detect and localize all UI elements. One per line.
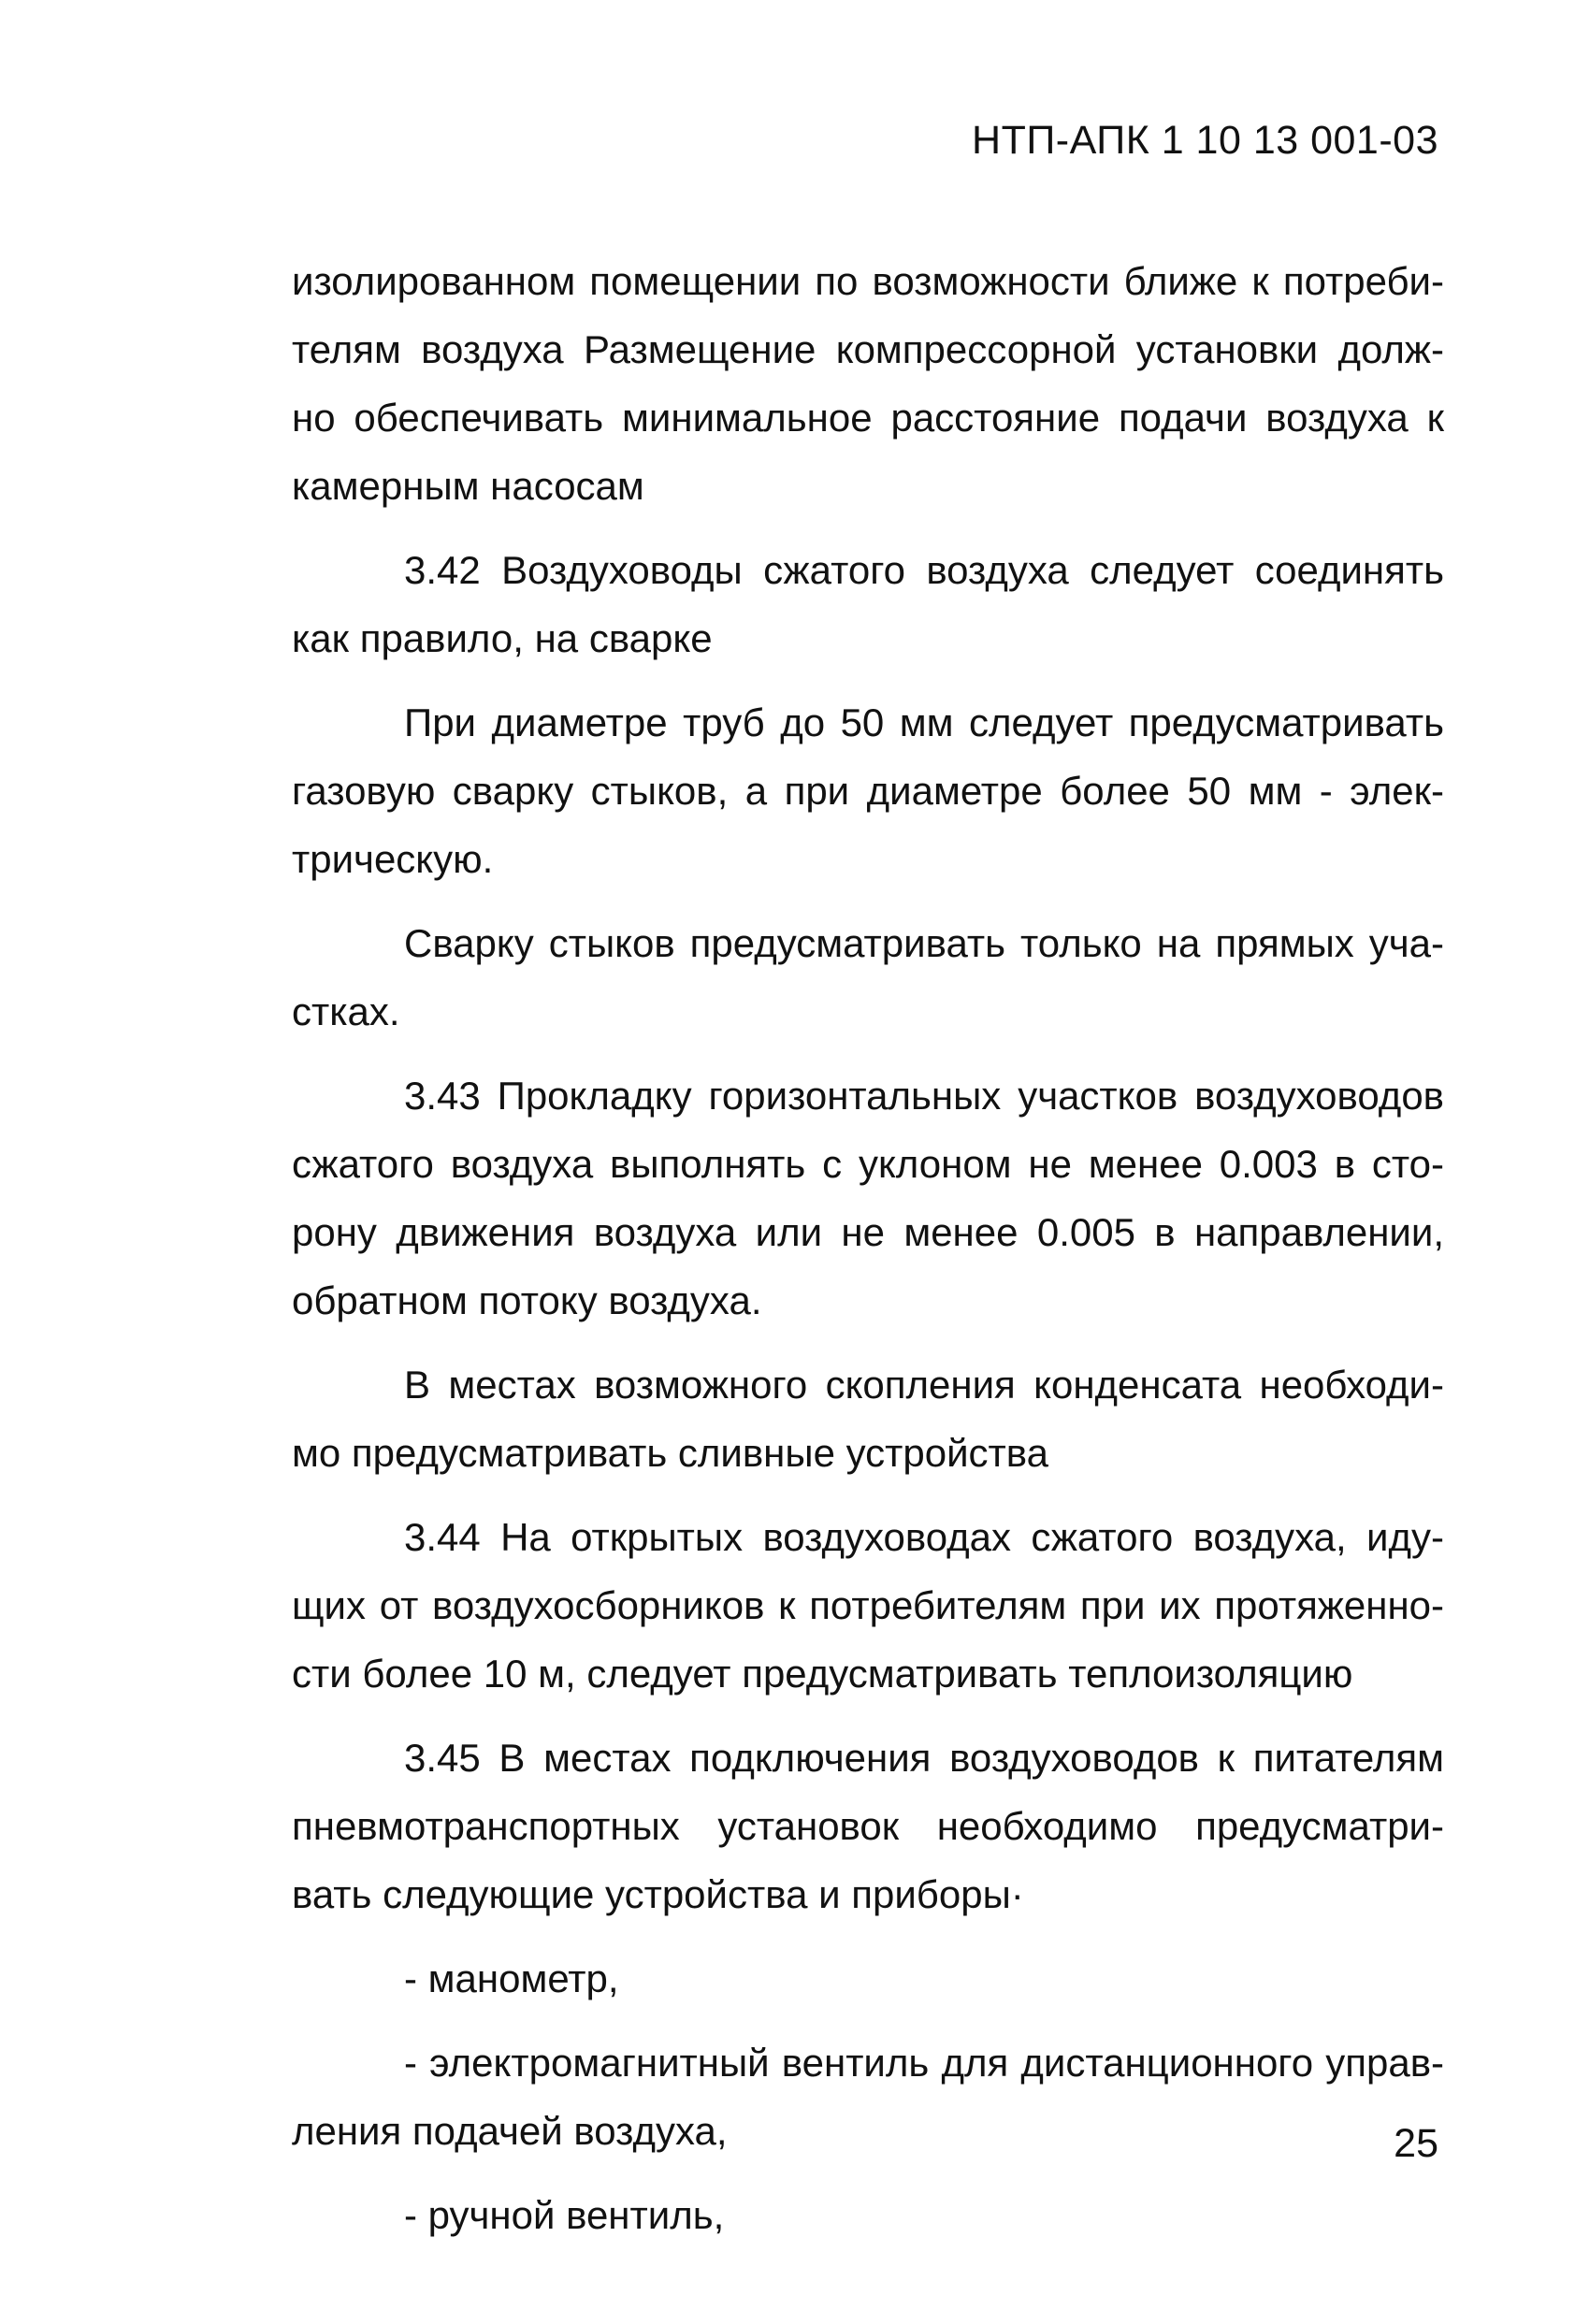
text-line: щих от воздухосборников к потребителям при их протяженно-	[292, 1583, 1444, 1627]
text-line: пневмотранспортных установок необходимо предусматри-	[292, 1804, 1444, 1848]
text-line: При диаметре труб до 50 мм следует предусматривать	[404, 700, 1444, 744]
text-line: 3.42 Воздуховоды сжатого воздуха следует соединять	[404, 548, 1444, 592]
paragraph-condensate	[292, 1350, 1444, 1487]
paragraph-welding-joints	[292, 909, 1444, 1046]
text-line: сти более 10 м, следует предусматривать теплоизоляцию	[292, 1652, 1353, 1696]
paragraph-3-43	[292, 1061, 1444, 1335]
text-line: газовую сварку стыков, а при диаметре более 50 мм - элек-	[292, 769, 1444, 813]
document-body	[292, 247, 1444, 2249]
list-item	[292, 1944, 1444, 2013]
paragraph-3-45	[292, 1724, 1444, 1928]
text-line: изолированном помещении по возможности ближе к потреби-	[292, 259, 1444, 303]
page-number: 25	[1394, 2121, 1438, 2166]
text-line: стках.	[292, 989, 400, 1033]
text-line: ления подачей воздуха,	[292, 2109, 728, 2153]
text-line: телям воздуха Размещение компрессорной установки долж-	[292, 327, 1444, 371]
text-line: - манометр,	[404, 1956, 619, 2000]
text-line: сжатого воздуха выполнять с уклоном не менее 0.003 в сто-	[292, 1142, 1444, 1186]
text-line: но обеспечивать минимальное расстояние подачи воздуха к	[292, 396, 1444, 440]
text-line: вать следующие устройства и приборы·	[292, 1872, 1024, 1916]
text-line: камерным насосам	[292, 464, 644, 508]
text-line: мо предусматривать сливные устройства	[292, 1431, 1048, 1475]
text-line: - электромагнитный вентиль для дистанционного управ-	[404, 2041, 1444, 2085]
text-line: В местах возможного скопления конденсата необходи-	[404, 1363, 1444, 1407]
paragraph-3-44	[292, 1503, 1444, 1708]
text-line: Сварку стыков предусматривать только на прямых уча-	[404, 921, 1444, 965]
paragraph-3-42	[292, 536, 1444, 672]
list-item	[292, 2028, 1444, 2165]
text-line: - ручной вентиль,	[404, 2193, 725, 2237]
text-line: обратном потоку воздуха.	[292, 1278, 762, 1322]
text-line: 3.45 В местах подключения воздуховодов к питателям	[404, 1736, 1444, 1780]
list-item	[292, 2181, 1444, 2249]
paragraph-pipe-diameter	[292, 688, 1444, 893]
text-line: 3.43 Прокладку горизонтальных участков воздуховодов	[404, 1074, 1444, 1118]
text-line: трическую.	[292, 837, 494, 881]
paragraph-continuation	[292, 247, 1444, 520]
text-line: рону движения воздуха или не менее 0.005 в направлении,	[292, 1210, 1444, 1254]
document-code: НТП-АПК 1 10 13 001-03	[972, 118, 1438, 163]
text-line: как правило, на сварке	[292, 616, 713, 660]
text-line: 3.44 На открытых воздуховодах сжатого воздуха, иду-	[404, 1515, 1444, 1559]
